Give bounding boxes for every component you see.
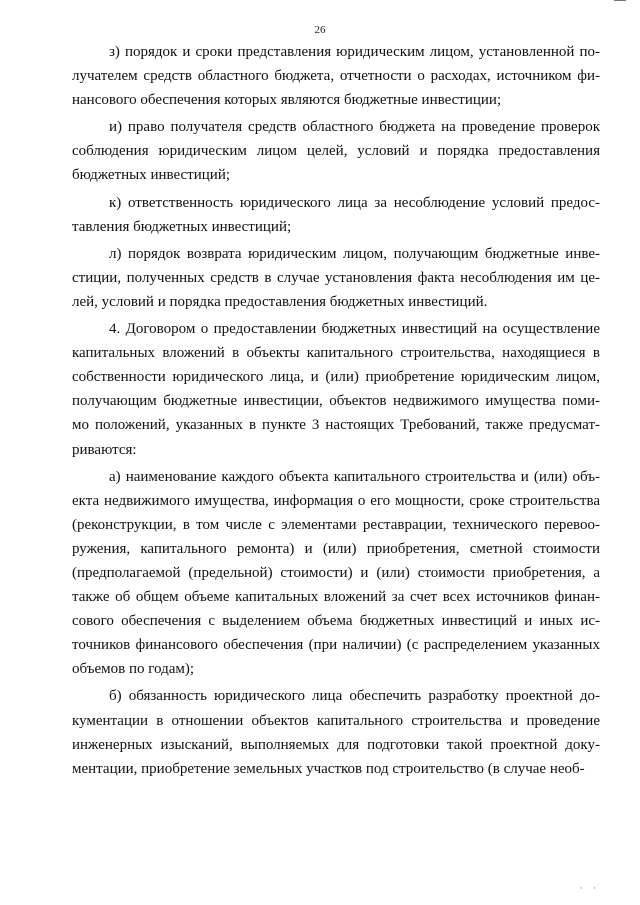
paragraph-p4 [72, 317, 600, 462]
page-number: 26 [314, 24, 326, 36]
paragraph-i [72, 115, 600, 187]
text-line: екта недвижимого имущества, информация о его мощности, сроке строительства [72, 492, 600, 509]
text-line: сового обеспечения с выделением объема бюджетных инвестиций и иных ис- [72, 613, 600, 630]
text-line: и) право получателя средств областного бюджета на проведение проверок [109, 119, 600, 136]
text-line: риваются: [72, 441, 137, 458]
text-line: лучателем средств областного бюджета, отчетности о расходах, источником фи- [72, 68, 600, 85]
text-line: соблюдения юридическим лицом целей, условий и порядка предоставления [72, 143, 600, 160]
paragraph-z [72, 40, 600, 112]
text-line: инженерных изысканий, выполняемых для подготовки такой проектной доку- [72, 736, 600, 753]
text-line: (реконструкции, в том числе с элементами реставрации, технического перевоо- [72, 516, 600, 533]
text-line: з) порядок и сроки представления юридическим лицом, установленной по- [109, 44, 600, 60]
text-line: точников финансового обеспечения (при наличии) (с распределением указанных [72, 637, 600, 654]
text-line: мо положений, указанных в пункте 3 настоящих Требований, также предусмат- [72, 417, 600, 434]
text-line: тавления бюджетных инвестиций; [72, 218, 292, 235]
text-line: бюджетных инвестиций; [72, 167, 231, 184]
paragraph-b [72, 684, 600, 780]
text-line: (предполагаемой (предельной) стоимости) и (или) стоимости приобретения, а [72, 564, 600, 581]
text-line: л) порядок возврата юридическим лицом, получающим бюджетные инве- [109, 245, 600, 262]
text-line: ружения, капитального ремонта) и (или) приобретения, сметной стоимости [72, 540, 600, 557]
text-line: а) наименование каждого объекта капитального строительства и (или) объ- [109, 468, 600, 485]
text-line: собственности юридического лица, и (или) приобретение юридическим лицом, [72, 369, 600, 386]
text-line: лей, условий и порядка предоставления бюджетных инвестиций. [72, 293, 488, 310]
scan-corner-mark: · · [579, 883, 600, 893]
paragraph-k [72, 191, 600, 239]
text-line: б) обязанность юридического лица обеспечить разработку проектной до- [109, 688, 600, 705]
text-line: нансового обеспечения которых являются бюджетные инвестиции; [72, 92, 502, 109]
text-line: ментации, приобретение земельных участков под строительство (в случае необ- [72, 760, 585, 777]
text-line: к) ответственность юридического лица за несоблюдение условий предос- [109, 194, 600, 211]
text-line: стиции, полученных средств в случае установления факта несоблюдения им це- [72, 269, 600, 286]
document-body [72, 40, 600, 784]
scan-edge-mark [614, 0, 626, 4]
text-line: 4. Договором о предоставлении бюджетных инвестиций на осуществление [109, 321, 600, 338]
text-line: получающим бюджетные инвестиции, объектов недвижимого имущества поми- [72, 393, 600, 410]
text-line: капитальных вложений в объекты капитального строительства, находящиеся в [72, 345, 600, 362]
text-line: также об общем объеме капитальных вложений за счет всех источников финан- [72, 589, 600, 606]
paragraph-a [72, 465, 600, 682]
text-line: кументации в отношении объектов капитального строительства и проведение [72, 712, 600, 729]
paragraph-l [72, 242, 600, 314]
text-line: объемов по годам); [72, 661, 195, 678]
